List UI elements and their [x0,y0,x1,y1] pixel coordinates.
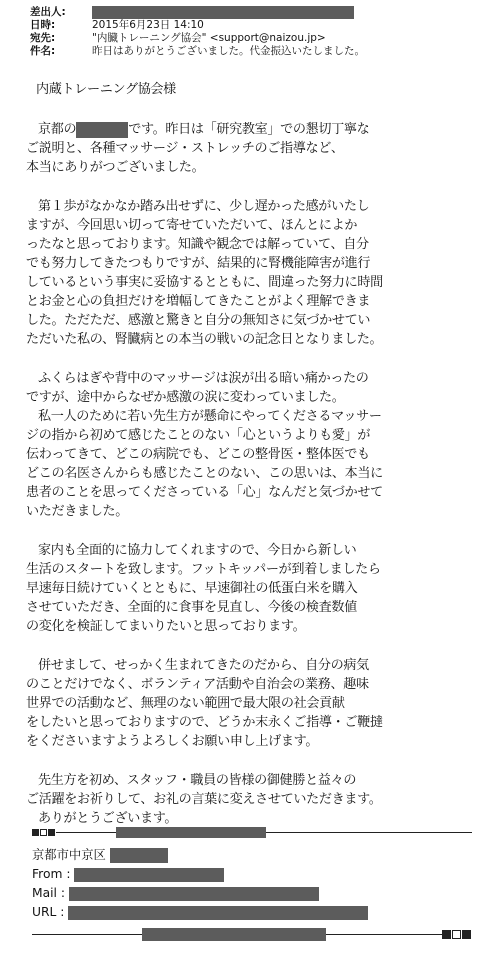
divider [56,832,116,833]
paragraph-4-line: どこの名医さんからも感じたことのない、この思いは、本当に [26,466,383,481]
redacted-bar [142,928,326,941]
signature-block [32,826,472,940]
url-redacted [68,906,368,920]
paragraph-6-line: 世界での活動など、無理のない範囲で最大限の社会貢献 [26,696,345,711]
paragraph-5-line: の変化を検証してまいりたいと思っております。 [26,619,306,634]
paragraph-7-line: 先生方を初め、スタッフ・職員の皆様の御健勝と益々の [38,773,357,788]
address-row [32,846,472,865]
paragraph-2-line: ただいた私の、腎臓病との本当の戦いの記念日となりました。 [26,332,383,347]
paragraph-2-line: した。ただただ、感激と驚きと自分の無知さに気づかせてい [26,313,371,328]
square-ornament [48,829,55,836]
paragraph-7-line: ありがとうございます。 [38,811,178,826]
paragraph-2-line: とお金と心の負担だけを増幅してきたことがよく理解できま [26,294,371,309]
paragraph-6-line: をしたいと思っておりますので、どうか末永くご指導・ご鞭撻 [26,715,383,730]
letter-body [26,80,472,828]
paragraph-2-line: ったなと思っております。知識や観念では解っていて、自分 [26,237,369,252]
paragraph-4-line: 私一人のために若い先生方が懸命にやってくださるマッサー [38,409,382,424]
paragraph-7-line: ご活躍をお祈りして、お礼の言葉に変えさせていただきます。 [26,792,382,807]
paragraph-2-line: しているという事実に妥協するとともに、間違った努力に時間 [26,275,383,290]
square-ornament [40,829,47,836]
paragraph-6-line: をくださいますようよろしくお願い申し上げます。 [26,734,319,749]
paragraph-4-line: いただきました。 [26,504,128,519]
divider [32,934,142,935]
from-contact-label: From : [32,867,71,881]
to-row [30,32,470,45]
to-value: "内臓トレーニング協会" <support@naizou.jp> [92,32,326,44]
paragraph-7 [26,771,472,828]
paragraph-2-line: ますが、今回思い切って寄せていただいて、ほんとによか [26,218,358,233]
paragraph-1-text-b: です。昨日は「研究教室」での懇切丁寧な [128,122,370,137]
salutation: 内蔵トレーニング協会様 [36,82,176,97]
square-ornament [442,930,451,939]
paragraph-3-line: ですが、途中からなぜか感激の涙に変わっていました。 [26,390,345,405]
divider [326,934,442,935]
paragraph-4 [26,407,472,521]
paragraph-2-line: 第１歩がなかなか踏み出せずに、少し遅かった感がいたし [38,199,370,214]
paragraph-6 [26,656,472,751]
paragraph-6-line: のことだけでなく、ボランティア活動や自治会の業務、趣味 [26,677,369,692]
date-label: 日時: [30,19,56,31]
from-value-redacted [92,6,354,19]
from-contact-row [32,865,472,884]
url-row [32,903,472,922]
paragraph-1-line-1 [26,120,472,139]
paragraph-5-line: 早速毎日続けていくとともに、早速御社の低蛋白米を購入 [26,581,358,596]
square-ornament [32,829,39,836]
paragraph-5-line: 生活のスタートを致します。フットキッパーが到着しましたら [26,562,381,577]
mail-redacted [69,887,319,901]
from-label: 差出人: [30,6,66,18]
paragraph-3-line: ふくらはぎや背中のマッサージは涙が出る暗い痛かったの [38,371,369,386]
paragraph-1-line: ご説明と、各種マッサージ・ストレッチのご指導など、 [26,141,344,156]
paragraph-5-line: させていただき、全面的に食事を見直し、今後の検査数値 [26,600,357,615]
address-redacted [110,848,168,863]
paragraph-1-text-a: 京都の [38,122,77,137]
signature-bottom-border [32,928,472,940]
subject-label: 件名: [30,45,56,57]
signature-top-border [32,826,472,838]
paragraph-5 [26,541,472,636]
paragraph-2 [26,197,472,349]
mail-label: Mail : [32,886,66,900]
paragraph-4-line: 患者のことを思ってくださっている「心」なんだと気づかせて [26,485,383,500]
paragraph-4-line: ジの指から初めて感じたことのない「心というよりも愛」が [26,428,371,443]
subject-row [30,45,470,58]
to-label: 宛先: [30,32,56,44]
square-ornament [452,930,461,939]
address-prefix: 京都市中京区 [32,848,106,862]
paragraph-1-line: 本当にありがつございました。 [26,160,205,175]
paragraph-1 [26,120,472,177]
subject-value: 昨日はありがとうございました。代金振込いたしました。 [92,45,365,57]
square-ornament [462,930,471,939]
from-contact-redacted [74,868,224,882]
name-redacted [76,122,128,138]
url-label: URL : [32,905,65,919]
paragraph-2-line: でも努力してきたつもりですが、結果的に腎機能障害が進行 [26,256,371,271]
paragraph-6-line: 併せまして、せっかく生まれてきたのだから、自分の病気 [38,658,369,673]
date-row [30,19,470,32]
date-value: 2015年6月23日 14:10 [92,19,204,31]
from-row [30,6,470,19]
paragraph-4-line: 伝わってきて、どこの病院でも、どこの整骨医・整体医でも [26,447,370,462]
paragraph-3 [26,369,472,407]
paragraph-5-line: 家内も全面的に協力してくれますので、今日から新しい [38,543,357,558]
redacted-bar [116,827,266,838]
mail-row [32,884,472,903]
email-header [30,6,470,58]
divider [266,832,472,833]
